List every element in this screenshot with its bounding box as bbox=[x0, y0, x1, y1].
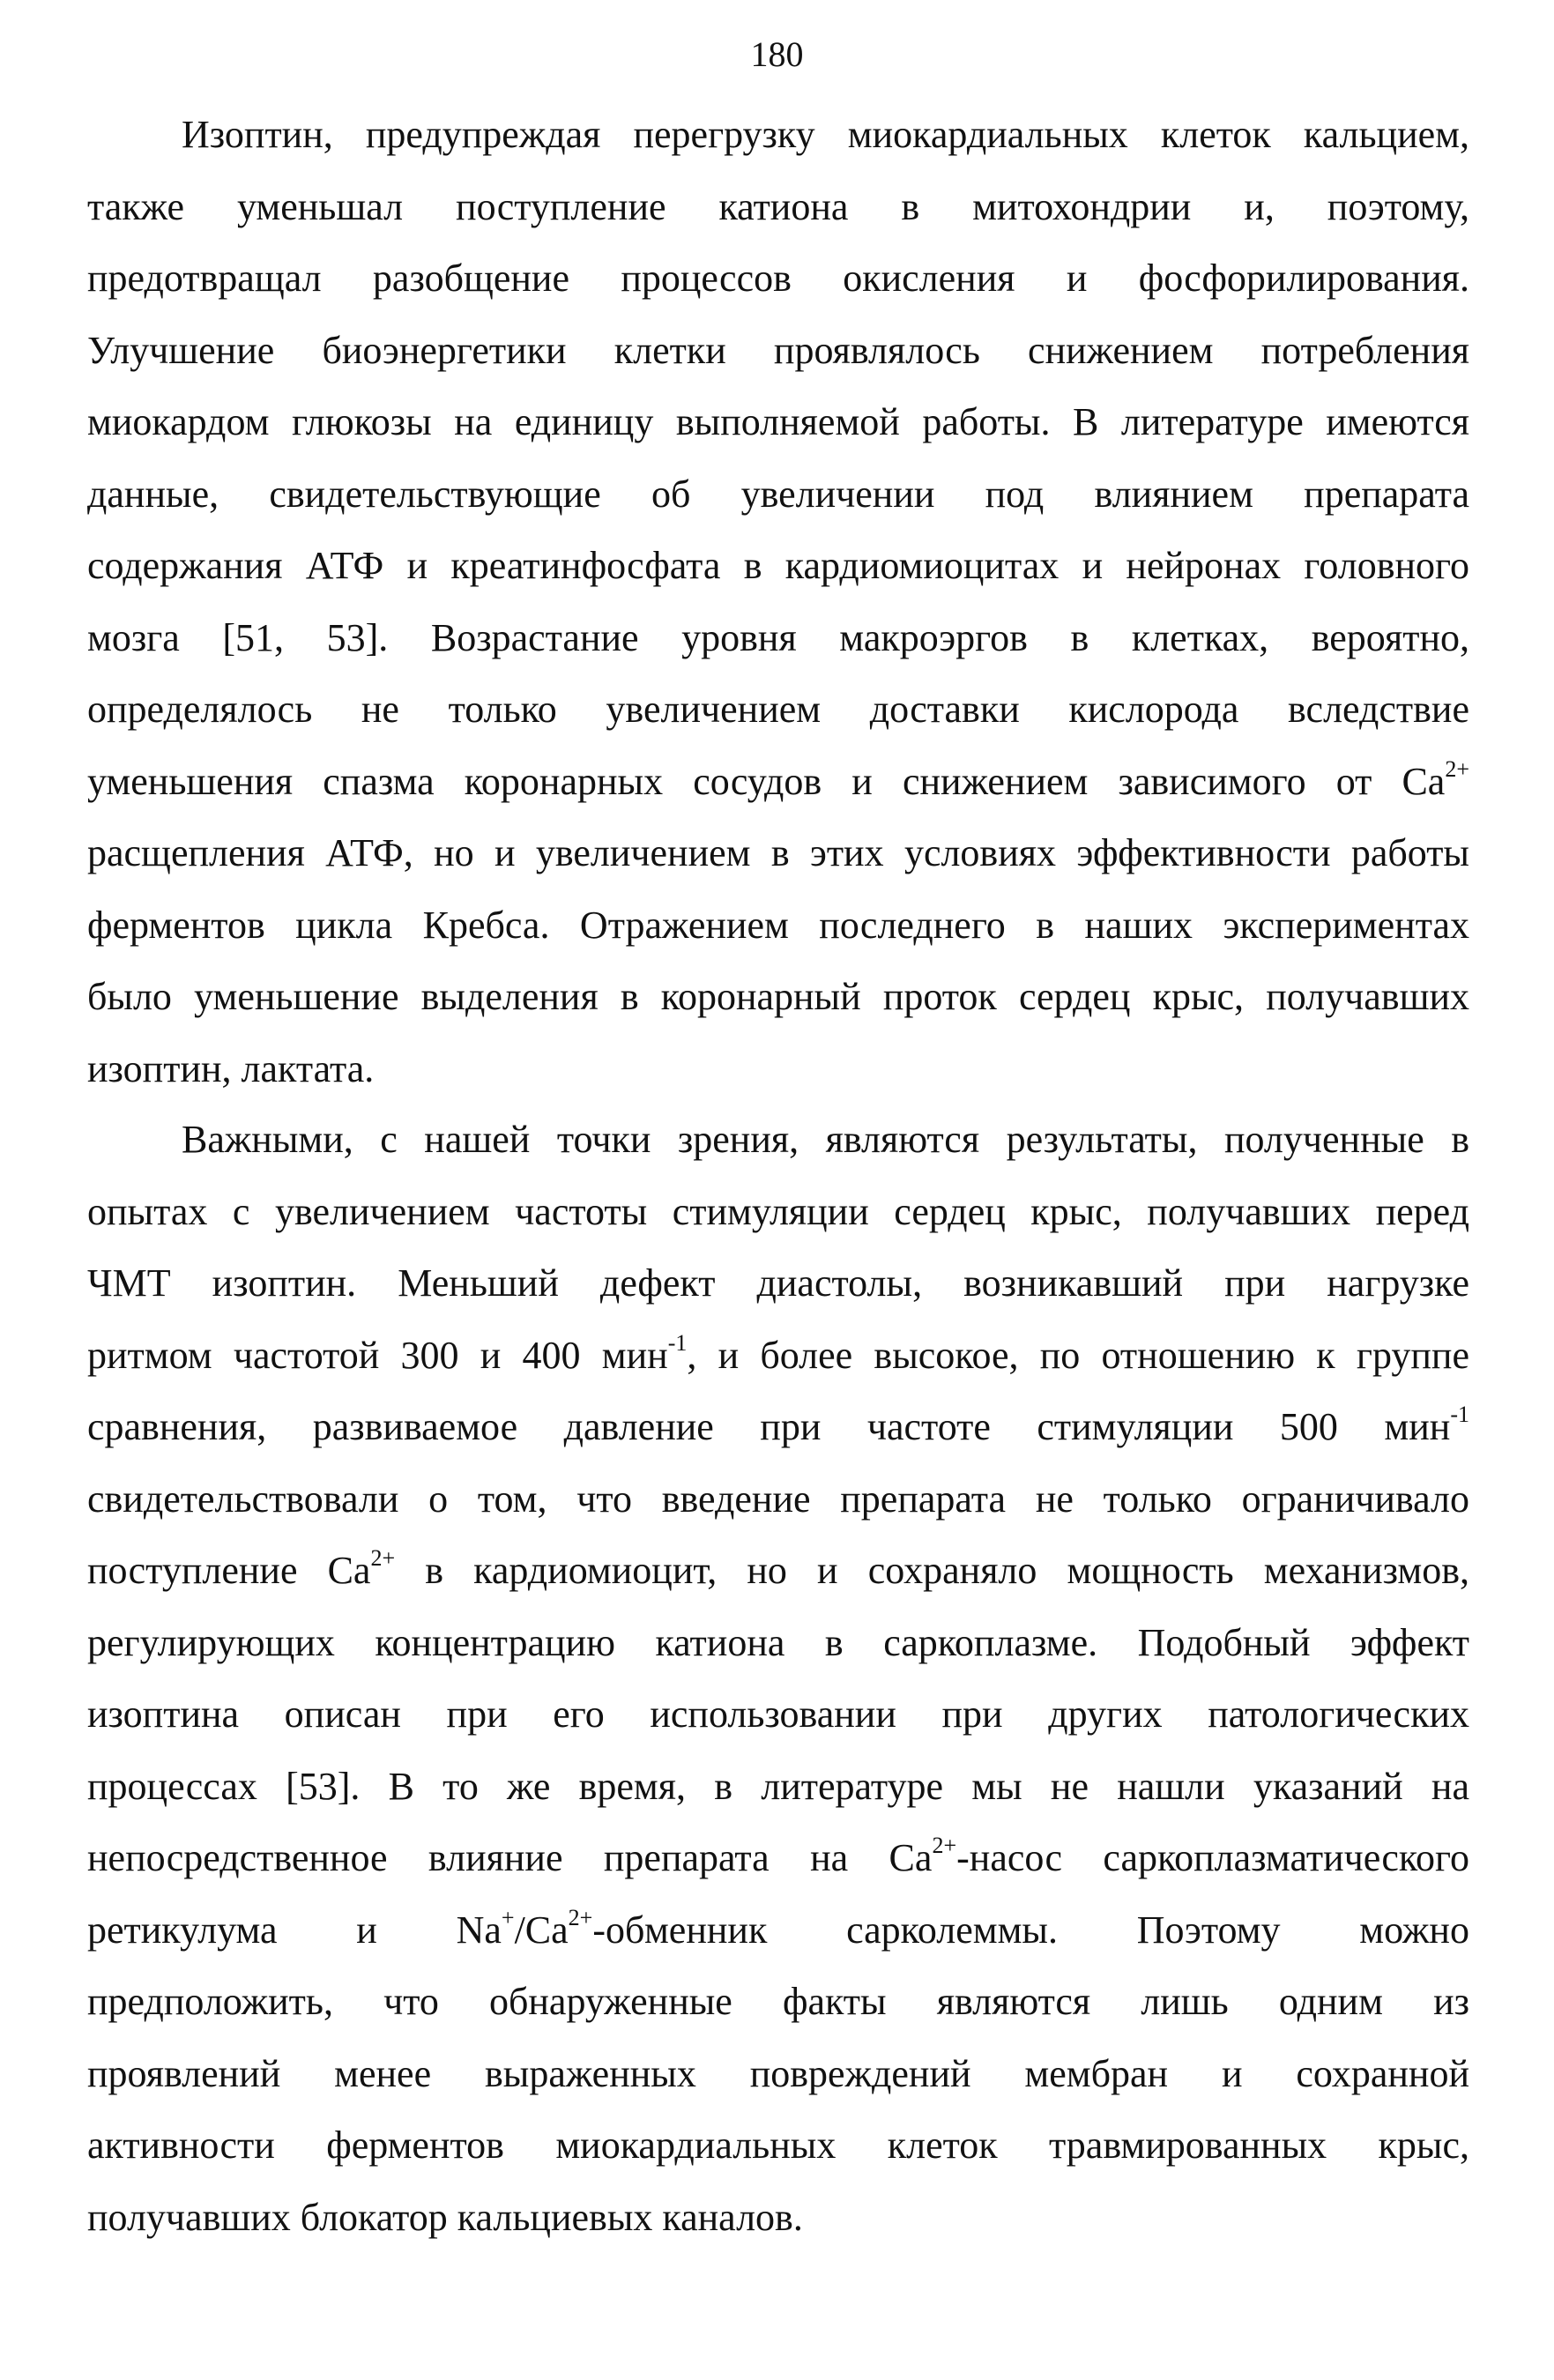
text-run: ЧМТ изоптин. Меньший дефект диастолы, возникавший при нагрузке bbox=[87, 1261, 1469, 1305]
text-line bbox=[87, 99, 1469, 171]
superscript: + bbox=[501, 1904, 515, 1930]
text-line bbox=[87, 817, 1469, 889]
paragraph-1 bbox=[87, 99, 1469, 1104]
text-run: сравнения, развиваемое давление при частоте стимуляции 500 мин bbox=[87, 1405, 1451, 1448]
text-run: также уменьшал поступление катиона в митохондрии и, поэтому, bbox=[87, 184, 1469, 228]
text-line bbox=[87, 1391, 1469, 1463]
text-run: данные, свидетельствующие об увеличении под влиянием препарата bbox=[87, 472, 1469, 516]
text-run: опытах с увеличением частоты стимуляции сердец крыс, получавших перед bbox=[87, 1189, 1469, 1233]
text-line bbox=[87, 1678, 1469, 1751]
text-line bbox=[87, 1751, 1469, 1823]
text-line bbox=[87, 1822, 1469, 1894]
superscript: -1 bbox=[1450, 1402, 1469, 1428]
text-line bbox=[87, 1247, 1469, 1320]
text-line bbox=[87, 1176, 1469, 1248]
text-run: миокардом глюкозы на единицу выполняемой работы. В литературе имеются bbox=[87, 400, 1469, 443]
text-run: -обменник сарколеммы. Поэтому можно bbox=[592, 1908, 1469, 1952]
text-line bbox=[87, 673, 1469, 746]
text-line bbox=[87, 1535, 1469, 1607]
page-number: 180 bbox=[750, 34, 804, 74]
text-run: получавших блокатор кальциевых каналов. bbox=[87, 2195, 803, 2239]
text-line bbox=[87, 1104, 1469, 1176]
text-line bbox=[87, 1033, 1469, 1105]
text-line bbox=[87, 242, 1469, 315]
text-run: изоптина описан при его использовании при других патологических bbox=[87, 1692, 1469, 1736]
text-line bbox=[87, 2182, 1469, 2254]
text-run: -насос саркоплазматического bbox=[956, 1836, 1470, 1879]
text-line bbox=[87, 458, 1469, 531]
text-run: расщепления АТФ, но и увеличением в этих условиях эффективности работы bbox=[87, 831, 1469, 874]
superscript: 2+ bbox=[370, 1545, 396, 1572]
text-line bbox=[87, 1894, 1469, 1967]
text-run: определялось не только увеличением доставки кислорода вследствие bbox=[87, 688, 1469, 731]
text-line bbox=[87, 171, 1469, 243]
text-line bbox=[87, 2038, 1469, 2110]
superscript: 2+ bbox=[1445, 755, 1469, 782]
text-run: предположить, что обнаруженные факты являются лишь одним из bbox=[87, 1980, 1469, 2023]
text-line bbox=[87, 530, 1469, 602]
superscript: -1 bbox=[667, 1329, 688, 1356]
text-line bbox=[87, 1463, 1469, 1536]
paragraph-2 bbox=[87, 1104, 1469, 2253]
text-run: в кардиомиоцит, но и сохраняло мощность механизмов, bbox=[395, 1549, 1470, 1592]
text-run: ферментов цикла Кребса. Отражением последнего в наших экспериментах bbox=[87, 903, 1469, 947]
text-run: содержания АТФ и креатинфосфата в кардиомиоцитах и нейронах головного bbox=[87, 544, 1469, 587]
text-line bbox=[87, 2109, 1469, 2182]
text-run: активности ферментов миокардиальных клеток травмированных крыс, bbox=[87, 2123, 1469, 2167]
text-run: Важными, с нашей точки зрения, являются результаты, полученные в bbox=[182, 1118, 1469, 1161]
text-run: ритмом частотой 300 и 400 мин bbox=[87, 1333, 668, 1377]
text-line bbox=[87, 386, 1469, 458]
text-run: уменьшения спазма коронарных сосудов и снижением зависимого от Ca bbox=[87, 759, 1446, 803]
text-line bbox=[87, 746, 1469, 818]
text-run: регулирующих концентрацию катиона в саркоплазме. Подобный эффект bbox=[87, 1620, 1469, 1664]
text-run: свидетельствовали о том, что введение препарата не только ограничивало bbox=[87, 1476, 1469, 1521]
text-run: , и более высокое, по отношению к группе bbox=[687, 1333, 1469, 1377]
text-line bbox=[87, 961, 1469, 1033]
text-run: предотвращал разобщение процессов окисления и фосфорилирования. bbox=[87, 257, 1469, 300]
text-run: поступление Ca bbox=[87, 1549, 371, 1592]
text-run: изоптин, лактата. bbox=[87, 1046, 375, 1090]
superscript: 2+ bbox=[932, 1833, 957, 1859]
text-line bbox=[87, 1607, 1469, 1679]
text-line bbox=[87, 1320, 1469, 1392]
superscript: 2+ bbox=[568, 1904, 593, 1930]
text-run: ретикулума и Na bbox=[87, 1908, 502, 1952]
text-run: проявлений менее выраженных повреждений мембран и сохранной bbox=[87, 2051, 1469, 2095]
text-line bbox=[87, 1966, 1469, 2038]
text-line bbox=[87, 315, 1469, 387]
text-run: /Ca bbox=[514, 1908, 569, 1952]
text-run: Изоптин, предупреждая перегрузку миокардиальных клеток кальцием, bbox=[182, 113, 1469, 156]
text-run: непосредственное влияние препарата на Ca bbox=[87, 1836, 933, 1879]
text-line bbox=[87, 602, 1469, 674]
text-run: процессах [53]. В то же время, в литературе мы не нашли указаний на bbox=[87, 1764, 1469, 1808]
text-run: было уменьшение выделения в коронарный проток сердец крыс, получавших bbox=[87, 975, 1469, 1018]
text-run: мозга [51, 53]. Возрастание уровня макроэргов в клетках, вероятно, bbox=[87, 615, 1469, 659]
text-run: Улучшение биоэнергетики клетки проявлялось снижением потребления bbox=[87, 328, 1469, 372]
text-line bbox=[87, 889, 1469, 962]
